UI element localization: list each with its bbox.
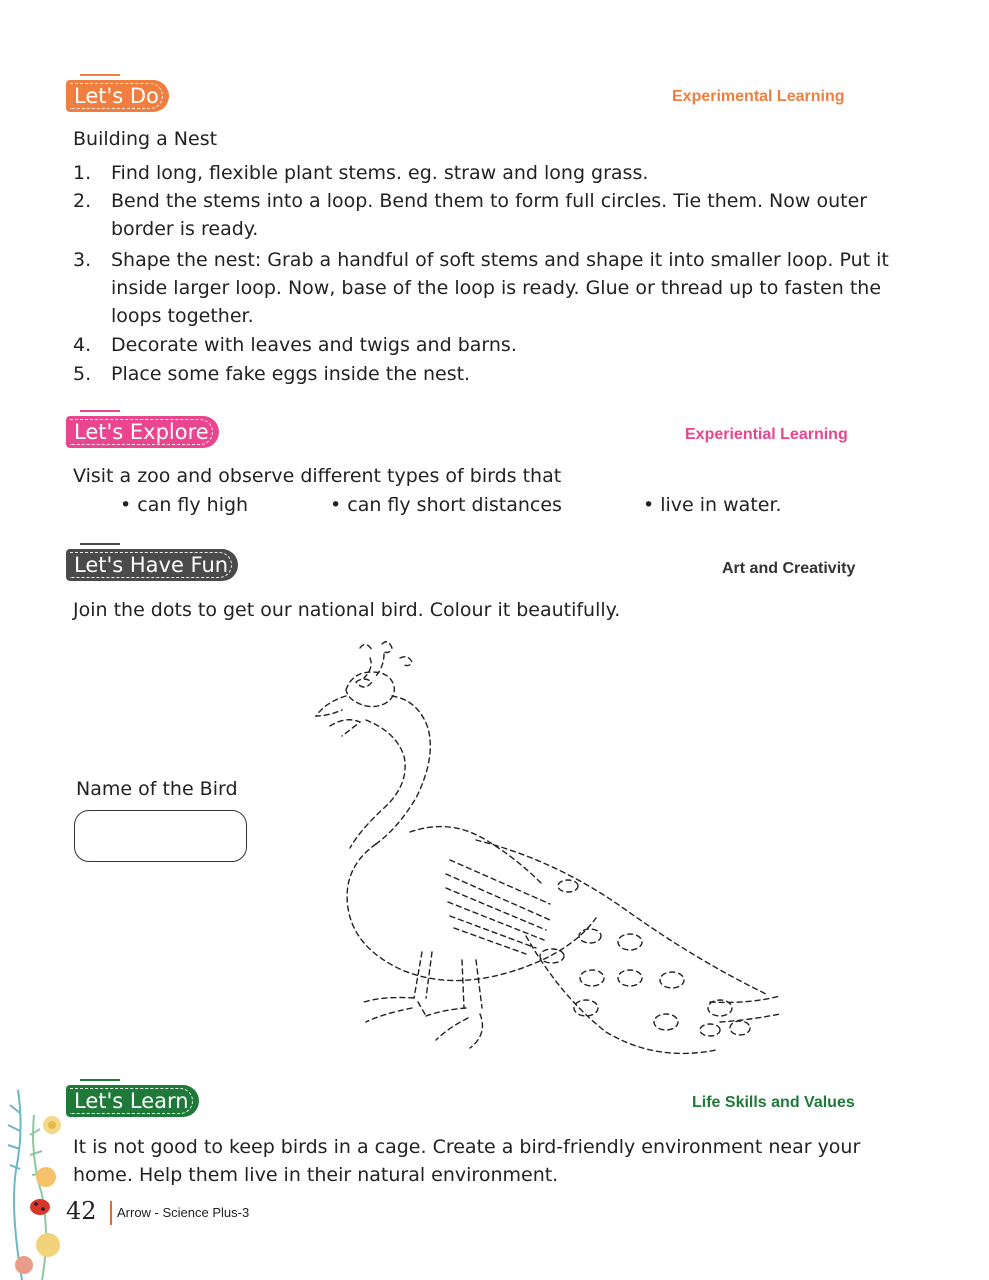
step-text: Decorate with leaves and twigs and barns.	[111, 334, 517, 356]
lets-have-fun-side-label: Art and Creativity	[722, 560, 856, 577]
lets-learn-side-label: Life Skills and Values	[692, 1094, 855, 1111]
step-text: Find long, flexible plant stems. eg. straw and long grass.	[111, 162, 649, 184]
fun-instruction: Join the dots to get our national bird. Colour it beautifully.	[73, 599, 621, 621]
step-text: Place some fake eggs inside the nest.	[111, 363, 471, 385]
tag-accent-line	[80, 74, 120, 76]
lets-have-fun-tag: Let's Have Fun	[66, 549, 238, 581]
footer-divider	[110, 1201, 112, 1225]
step-5	[73, 360, 913, 388]
floral-corner-decoration	[0, 1085, 70, 1280]
book-title: Arrow - Science Plus-3	[117, 1205, 250, 1220]
tag-accent-line	[80, 410, 120, 412]
bird-name-answer-box[interactable]	[74, 810, 247, 862]
step-number: 4.	[73, 334, 92, 356]
step-text: Shape the nest: Grab a handful of soft stems and shape it into smaller loop. Put it inside larger loop. Now, base of the loop is ready. Glue or thread up to fasten the loops together.	[111, 249, 889, 327]
tag-accent-line	[80, 543, 120, 545]
step-2	[73, 187, 913, 243]
step-3	[73, 246, 913, 330]
bullet-item: • live in water.	[643, 494, 782, 516]
lets-explore-side-label: Experiential Learning	[685, 426, 848, 443]
dotted-peacock-illustration	[300, 630, 790, 1060]
lets-do-side-label: Experimental Learning	[672, 88, 845, 105]
bullet-item: • can fly short distances	[330, 494, 562, 516]
tag-accent-line	[80, 1079, 120, 1081]
page-number: 42	[66, 1197, 97, 1225]
step-1	[73, 159, 913, 187]
bullet-item: • can fly high	[120, 494, 249, 516]
step-number: 1.	[73, 162, 92, 184]
activity-heading: Building a Nest	[73, 128, 218, 150]
lets-learn-tag: Let's Learn	[66, 1085, 199, 1117]
step-text: Bend the stems into a loop. Bend them to form full circles. Tie them. Now outer border is ready.	[111, 190, 868, 240]
explore-text: Visit a zoo and observe different types of birds that	[73, 465, 562, 487]
step-number: 5.	[73, 363, 92, 385]
step-number: 2.	[73, 190, 92, 212]
lets-explore-tag: Let's Explore	[66, 416, 219, 448]
step-number: 3.	[73, 249, 92, 271]
learn-text: It is not good to keep birds in a cage. Create a bird-friendly environment near your home. Help them live in their natural environment.	[73, 1136, 861, 1186]
step-4	[73, 331, 913, 359]
lets-do-tag: Let's Do	[66, 80, 169, 112]
bird-name-label: Name of the Bird	[76, 778, 238, 800]
